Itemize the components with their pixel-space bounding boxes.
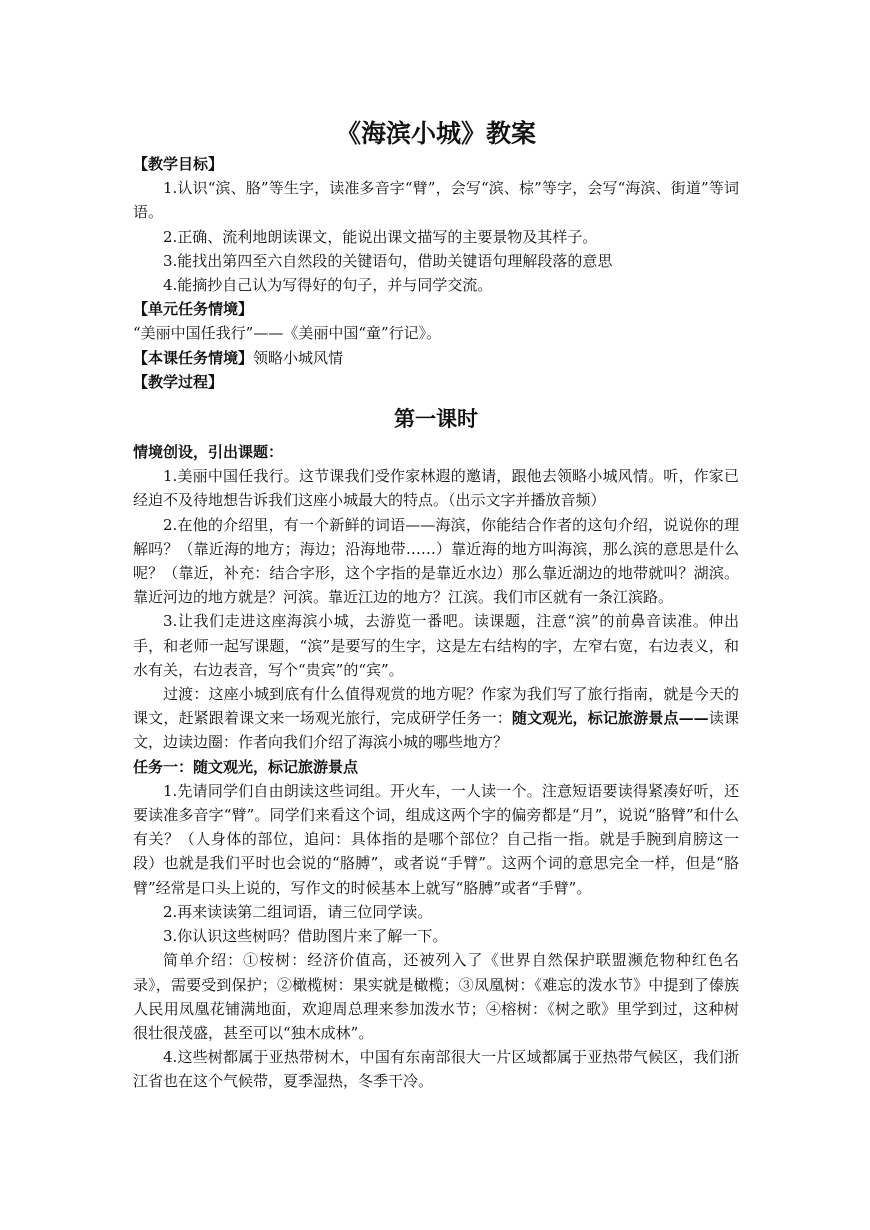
task1-paragraph: 2.再来读读第二组词语，请三位同学读。 (163, 902, 433, 921)
lesson-heading: 【本课任务情境】 (133, 348, 254, 367)
transition-paragraph (133, 682, 739, 755)
page-title: 《海滨小城》教案 (335, 119, 536, 148)
document-body (133, 118, 739, 1094)
task1-heading: 任务一：随文观光，标记旅游景点 (133, 757, 359, 776)
intro-paragraph: 2.在他的介绍里，有一个新鲜的词语——海滨，你能结合作者的这句介绍，说说你的理解吗？（靠近海的地方；海边；沿海地带……）靠近海的地方叫海滨，那么滨的意思是什么呢？（靠近，补充：结合字形，这个字指的是靠近水边）那么靠近湖边的地带就叫？湖滨。靠近河边的地方就是？河滨。靠近江边的地方？江滨。我们市区就有一条江滨路。 (133, 515, 739, 607)
goal-item: 1.认识“滨、胳”等生字，读准多音字“臂”，会写“滨、棕”等字，会写“海滨、街道”等词语。 (133, 179, 739, 222)
task1-paragraph: 1.先请同学们自由朗读这些词组。开火车，一人读一个。注意短语要读得紧凑好听，还要读准多音字“臂”。同学们来看这个词，组成这两个字的偏旁都是“月”，说说“胳臂”和什么有关？（人身体的部位，追问：具体指的是哪个部位？自己指一指。就是手腕到肩膀这一段）也就是我们平时也会说的“胳膊”，或者说“手臂”。这两个词的意思完全一样，但是“胳臂”经常是口头上说的，写作文的时候基本上就写“胳膊”或者“手臂”。 (133, 781, 739, 897)
goal-item: 3.能找出第四至六自然段的关键语句，借助关键语句理解段落的意思 (163, 251, 613, 270)
goal-item: 2.正确、流利地朗读课文，能说出课文描写的主要景物及其样子。 (163, 227, 598, 246)
task1-paragraph: 简单介绍：①桉树：经济价值高，还被列入了《世界自然保护联盟濒危物种红色名录》，需要受到保护；②橄榄树：果实就是橄榄；③凤凰树：《难忘的泼水节》中提到了傣族人民用凤凰花铺满地面，欢迎周总理来参加泼水节；④榕树：《树之歌》里学到过，这种树很壮很茂盛，甚至可以“独木成林”。 (133, 951, 739, 1042)
unit-text: “美丽中国任我行”——《美丽中国“童”行记》。 (133, 324, 442, 343)
goals-heading: 【教学目标】 (133, 155, 224, 173)
transition-text: 过渡：这座小城到底有什么值得观赏的地方呢？作家为我们写了旅行指南，就是今天的课文，赶紧跟着课文来一场观光旅行，完成研学任务一： (133, 685, 739, 728)
lesson-line (133, 346, 739, 370)
goal-item: 4.能摘抄自己认为写得好的句子，并与同学交流。 (163, 276, 493, 295)
period-title: 第一课时 (394, 406, 478, 432)
lesson-text: 领略小城风情 (253, 348, 344, 367)
unit-heading: 【单元任务情境】 (133, 300, 254, 319)
task1-paragraph: 4.这些树都属于亚热带树木，中国有东南部很大一片区域都属于亚热带气候区，我们浙江省也在这个气候带，夏季湿热，冬季干冷。 (133, 1048, 739, 1091)
task1-paragraph: 3.你认识这些树吗？借助图片来了解一下。 (163, 927, 448, 946)
transition-emphasis: 随文观光，标记旅游景点—— (511, 709, 709, 728)
process-heading: 【教学过程】 (133, 372, 224, 391)
intro-paragraph: 1.美丽中国任我行。这节课我们受作家林遐的邀请，跟他去领略小城风情。听，作家已经迫不及待地想告诉我们这座小城最大的特点。（出示文字并播放音频） (133, 467, 739, 510)
intro-heading: 情境创设，引出课题： (133, 443, 284, 462)
transition-text: 读课文，边读边圈：作者向我们介绍了海滨小城的哪些地方？ (133, 709, 739, 752)
intro-paragraph: 3.让我们走进这座海滨小城，去游览一番吧。读课题，注意“滨”的前鼻音读准。伸出手，和老师一起写课题，“滨”是要写的生字，这是左右结构的字，左窄右宽，右边表义，和水有关，右边表音，写个“贵宾”的“宾”。 (133, 612, 739, 679)
